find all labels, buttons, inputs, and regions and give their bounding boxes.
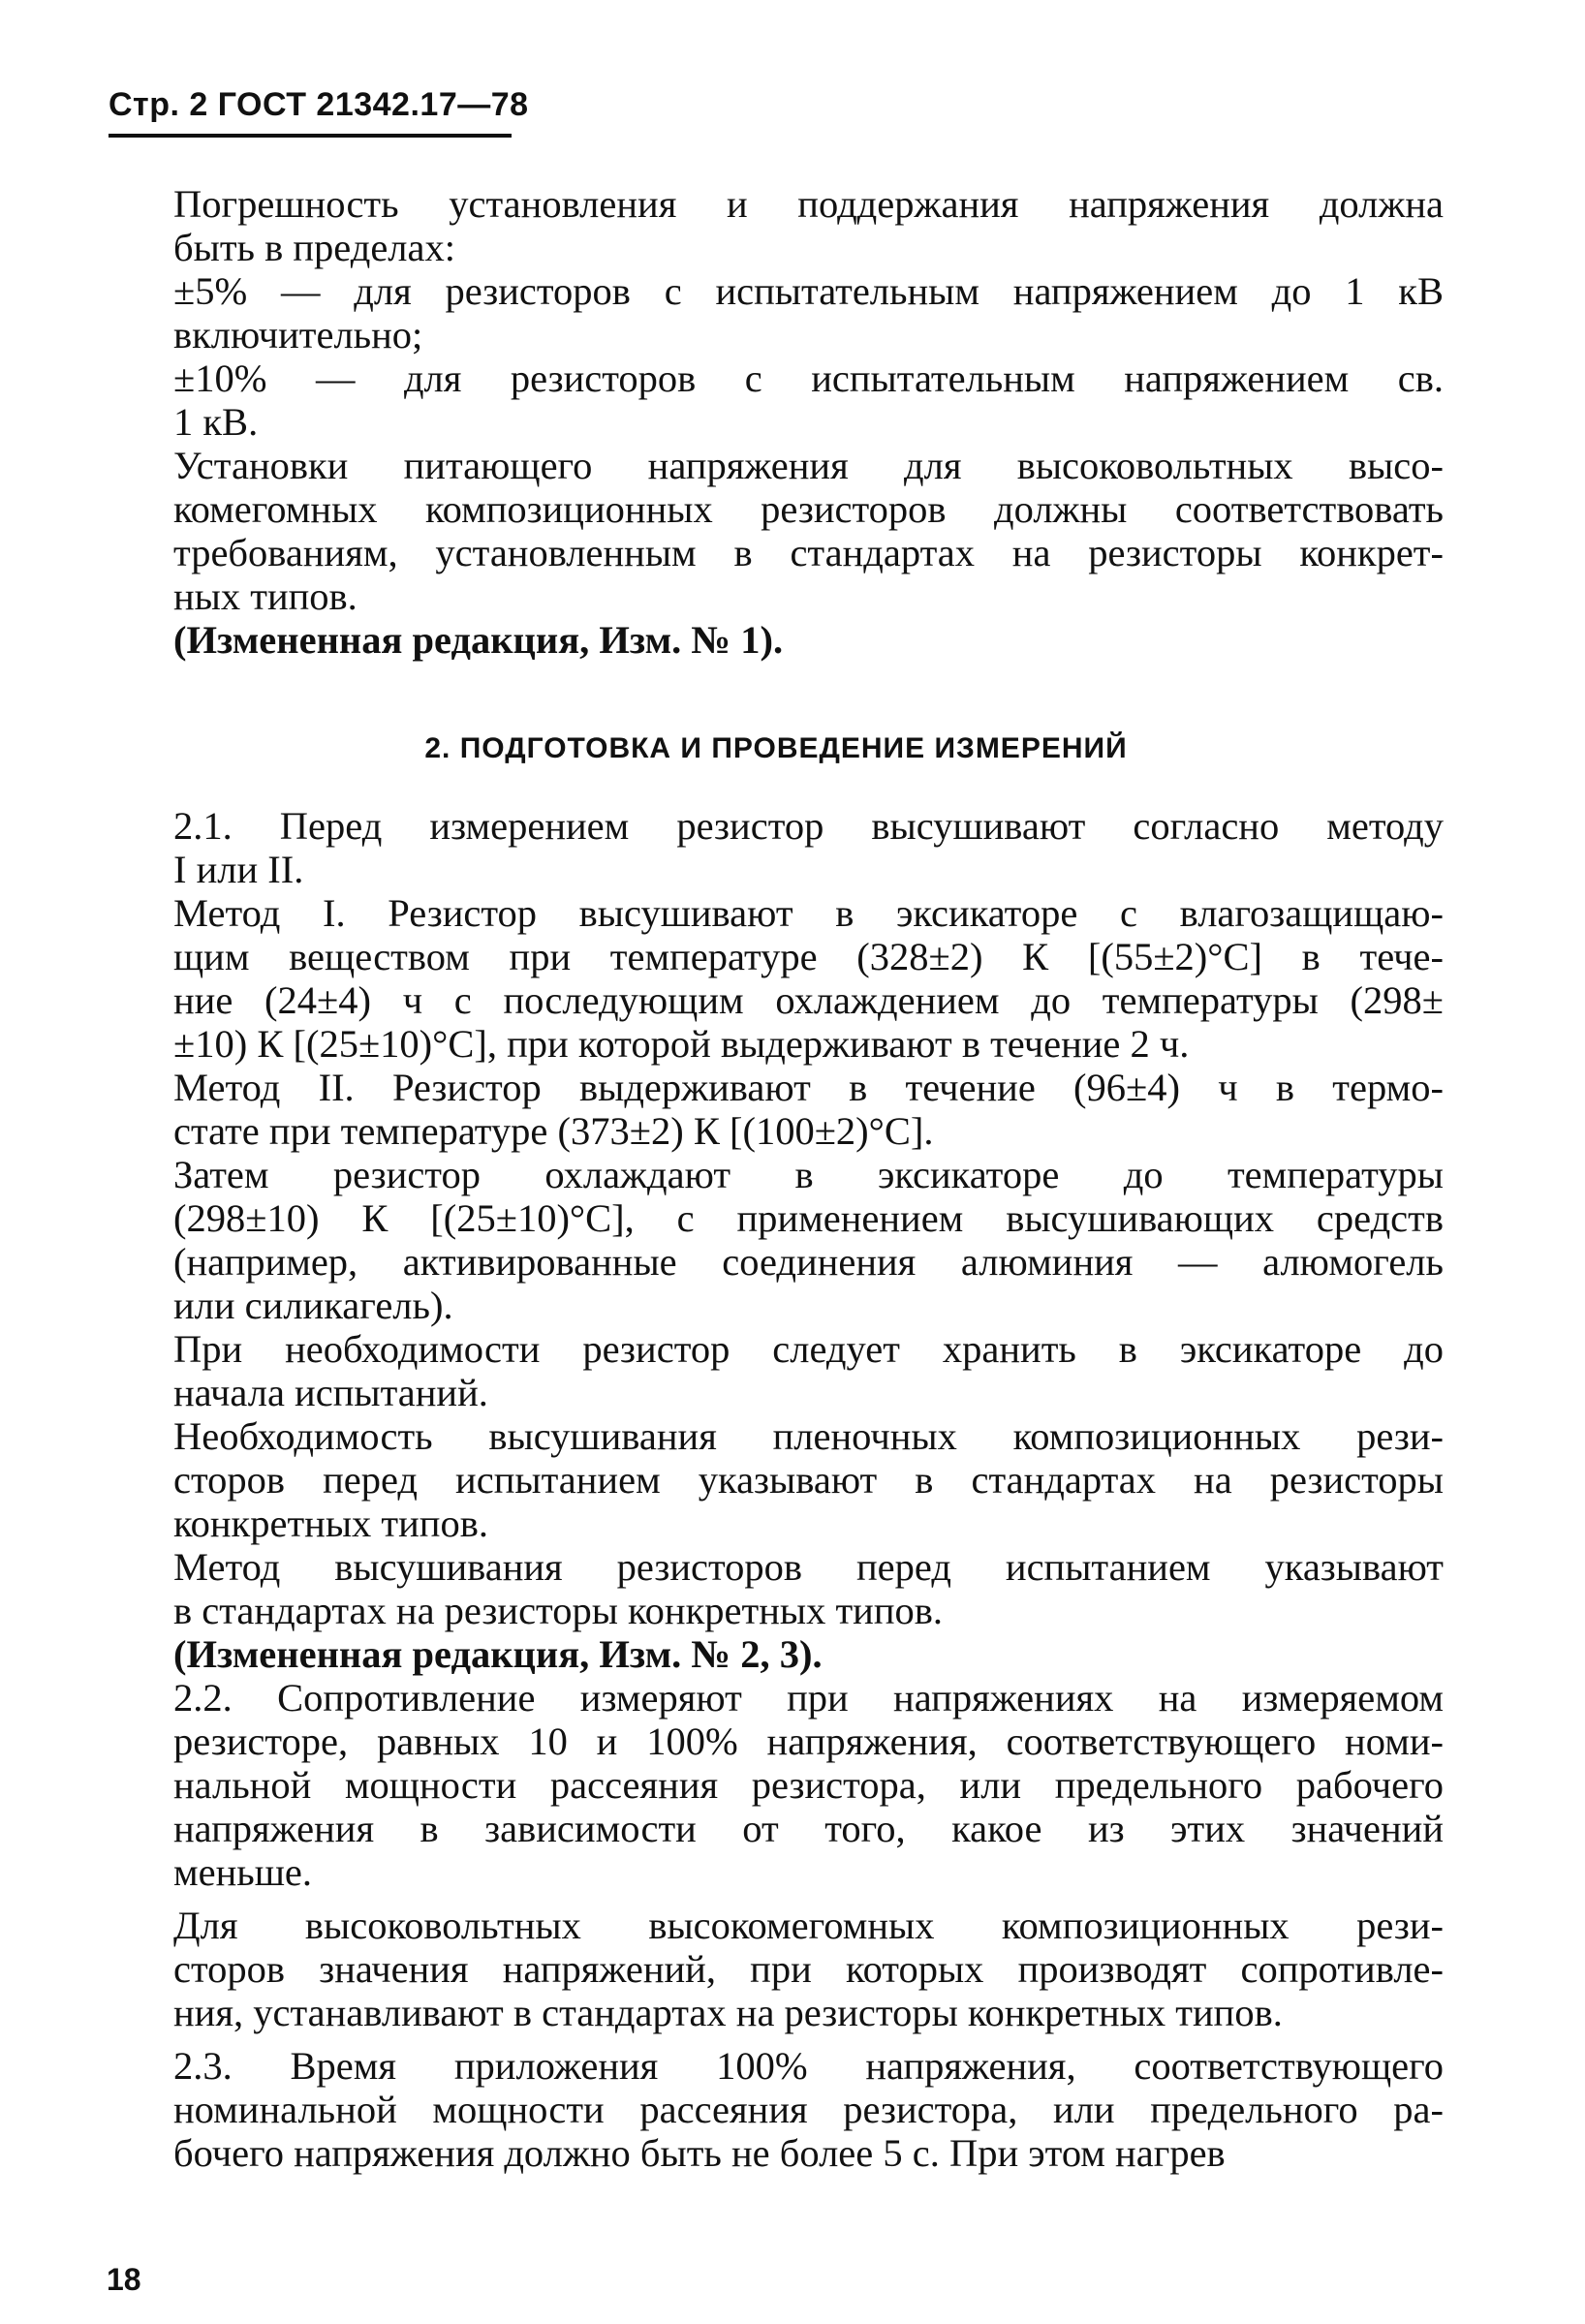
amendment-note-1: (Измененная редакция, Изм. № 1). xyxy=(173,618,784,662)
paragraph xyxy=(109,1545,1444,1632)
paragraph xyxy=(109,356,1444,444)
paragraph xyxy=(109,891,1444,1066)
paragraph xyxy=(109,269,1444,356)
paragraph xyxy=(109,1327,1444,1414)
text-line: ние (24±4) ч с последующим охлаждением до температуры (298± xyxy=(173,978,1444,1022)
paragraph xyxy=(109,804,1444,891)
paragraph xyxy=(109,1676,1444,1894)
text-line: или силикагель). xyxy=(173,1284,453,1327)
text-line: Метод I. Резистор высушивают в эксикаторе с влагозащищаю- xyxy=(173,891,1444,935)
text-line: требованиям, установленным в стандартах на резисторы конкрет- xyxy=(173,531,1444,574)
text-line: в стандартах на резисторы конкретных типов. xyxy=(173,1589,944,1632)
paragraph xyxy=(109,182,1444,269)
text-line: ния, устанавливают в стандартах на резисторы конкретных типов. xyxy=(173,1991,1283,2034)
text-line: 2.2. Сопротивление измеряют при напряжениях на измеряемом xyxy=(173,1676,1444,1720)
document-body xyxy=(109,182,1444,2175)
text-line: Метод высушивания резисторов перед испытанием указывают xyxy=(173,1545,1444,1589)
text-line: (298±10) К [(25±10)°С], с применением высушивающих средств xyxy=(173,1196,1444,1240)
page-number: 18 xyxy=(107,2262,141,2297)
text-line: напряжения в зависимости от того, какое из этих значений xyxy=(173,1807,1444,1850)
text-line: меньше. xyxy=(173,1850,313,1894)
text-line: (например, активированные соединения алюминия — алюмогель xyxy=(173,1240,1444,1284)
header-text: Стр. 2 ГОСТ 21342.17—78 xyxy=(109,86,529,123)
header-rule xyxy=(109,134,512,138)
text-line: щим веществом при температуре (328±2) К [(55±2)°С] в тече- xyxy=(173,935,1444,978)
paragraph xyxy=(109,1414,1444,1545)
section-paragraphs xyxy=(109,804,1444,1632)
text-line: Затем резистор охлаждают в эксикаторе до температуры xyxy=(173,1153,1444,1196)
paragraph xyxy=(109,444,1444,618)
text-line: ных типов. xyxy=(173,574,357,618)
paragraph xyxy=(109,2044,1444,2175)
text-line: ±5% — для резисторов с испытательным напряжением до 1 кВ xyxy=(173,269,1444,313)
paragraph xyxy=(109,1904,1444,2034)
text-line: резисторе, равных 10 и 100% напряжения, соответствующего номи- xyxy=(173,1720,1444,1763)
paragraph xyxy=(109,1066,1444,1153)
text-line: Погрешность установления и поддержания напряжения должна xyxy=(173,182,1444,226)
text-line: 2.1. Перед измерением резистор высушивают согласно методу xyxy=(173,804,1444,848)
page-header xyxy=(109,83,529,138)
text-line: включительно; xyxy=(173,313,423,356)
text-line: комегомных композиционных резисторов должны соответствовать xyxy=(173,487,1444,531)
text-line: 2.3. Время приложения 100% напряжения, соответствующего xyxy=(173,2044,1444,2088)
text-line: 1 кВ. xyxy=(173,400,259,444)
amendment-note-2: (Измененная редакция, Изм. № 2, 3). xyxy=(173,1632,823,1676)
text-line: быть в пределах: xyxy=(173,226,455,269)
text-line: I или II. xyxy=(173,848,304,891)
text-line: Метод II. Резистор выдерживают в течение (96±4) ч в термо- xyxy=(173,1066,1444,1109)
text-line: Для высоковольтных высокомегомных композиционных рези- xyxy=(173,1904,1444,1947)
text-line: сторов значения напряжений, при которых производят сопротивле- xyxy=(173,1947,1444,1991)
text-line: конкретных типов. xyxy=(173,1502,488,1545)
text-line: нальной мощности рассеяния резистора, или предельного рабочего xyxy=(173,1763,1444,1807)
text-line: ±10% — для резисторов с испытательным напряжением св. xyxy=(173,356,1444,400)
section-heading: 2. ПОДГОТОВКА И ПРОВЕДЕНИЕ ИЗМЕРЕНИЙ xyxy=(424,732,1128,764)
text-line: Необходимость высушивания пленочных композиционных рези- xyxy=(173,1414,1444,1458)
text-line: сторов перед испытанием указывают в стандартах на резисторы xyxy=(173,1458,1444,1502)
text-line: ±10) К [(25±10)°С], при которой выдерживают в течение 2 ч. xyxy=(173,1022,1190,1066)
text-line: начала испытаний. xyxy=(173,1371,488,1414)
text-line: бочего напряжения должно быть не более 5 с. При этом нагрев xyxy=(173,2131,1226,2175)
tail-paragraphs xyxy=(109,1676,1444,2175)
text-line: стате при температуре (373±2) К [(100±2)°С]. xyxy=(173,1109,934,1153)
text-line: номинальной мощности рассеяния резистора, или предельного ра- xyxy=(173,2088,1444,2131)
intro-paragraphs xyxy=(109,182,1444,618)
paragraph xyxy=(109,1153,1444,1327)
text-line: При необходимости резистор следует хранить в эксикаторе до xyxy=(173,1327,1444,1371)
text-line: Установки питающего напряжения для высоковольтных высо- xyxy=(173,444,1444,487)
